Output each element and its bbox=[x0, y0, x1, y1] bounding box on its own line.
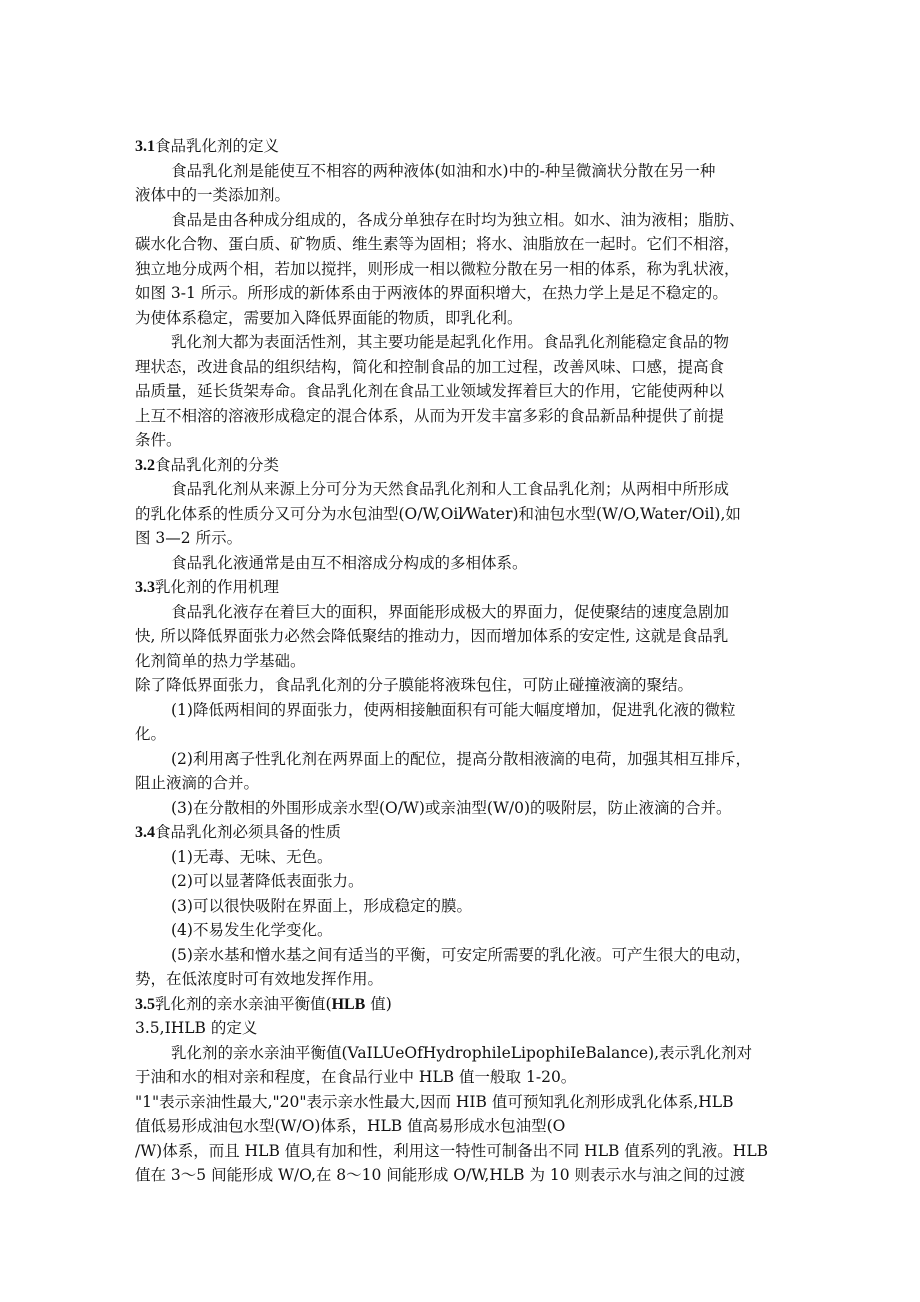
paragraph-line: 理状态，改进食品的组织结构，简化和控制食品的加工过程，改善风味、口感，提高食 bbox=[135, 357, 725, 376]
paragraph-line: 上互不相溶的溶液形成稳定的混合体系，从而为开发丰富多彩的食品新品种提供了前提 bbox=[135, 406, 725, 425]
paragraph-line: 除了降低界面张力，食品乳化剂的分子膜能将液珠包住，可防止碰撞液滴的聚结。 bbox=[135, 676, 694, 694]
list-item: (4)不易发生化学变化。 bbox=[171, 921, 333, 939]
paragraph-line: 食品乳化剂是能使互不相容的两种液体(如油和水)中的-种呈微滴状分散在另一种 bbox=[171, 161, 716, 180]
list-item-continued: 化。 bbox=[135, 725, 167, 743]
paragraph-line: 条件。 bbox=[135, 431, 182, 449]
paragraph-line: 乳化剂大都为表面活性剂，其主要功能是起乳化作用。食品乳化剂能稳定食品的物 bbox=[171, 333, 730, 351]
paragraph-line: 乳化剂的亲水亲油平衡值(VaILUeOfHydrophileLipophiIeBalance),表示乳化剂对 bbox=[171, 1043, 753, 1062]
paragraph-line: 快, 所以降低界面张力必然会降低聚结的推动力，因而增加体系的安定性, 这就是食品乳 bbox=[135, 627, 729, 645]
paragraph-line: 食品乳化剂从来源上分可分为天然食品乳化剂和人工食品乳化剂；从两相中所形成 bbox=[171, 480, 730, 498]
section-heading-3-4: 3.4食品乳化剂必须具备的性质 bbox=[135, 823, 342, 841]
paragraph-line: 食品乳化液存在着巨大的面积，界面能形成极大的界面力，促使聚结的速度急剧加 bbox=[171, 602, 730, 621]
paragraph-line: 如图 3-1 所示。所形成的新体系由于两液体的界面积增大，在热力学上是足不稳定的。 bbox=[135, 284, 728, 302]
list-item-continued: 势，在低浓度时可有效地发挥作用。 bbox=[135, 970, 384, 988]
paragraph-line: 的乳化体系的性质分又可分为水包油型(O/W,Oil⁄Water)和油包水型(W/O,Water/Oil),如 bbox=[135, 504, 741, 523]
paragraph-line: 为使体系稳定，需要加入降低界面能的物质，即乳化利。 bbox=[135, 308, 523, 327]
paragraph-line: 液体中的一类添加剂。 bbox=[135, 186, 291, 204]
section-heading-3-1: 3.1食品乳化剂的定义 bbox=[135, 137, 280, 155]
list-item: (2)可以显著降低表面张力。 bbox=[171, 872, 364, 890]
section-heading-3-3: 3.3乳化剂的作用机理 bbox=[135, 578, 280, 596]
paragraph-line: 碳水化合物、蛋白质、矿物质、维生素等为固相；将水、油脂放在一起时。它们不相溶， bbox=[135, 235, 740, 253]
list-item: (1)降低两相间的界面张力，使两相接触面积有可能大幅度增加，促进乳化液的微粒 bbox=[171, 700, 736, 719]
section-heading-3-2: 3.2食品乳化剂的分类 bbox=[135, 455, 280, 474]
paragraph-line: 品质量，延长货架寿命。食品乳化剂在食品工业领域发挥着巨大的作用，它能使两种以 bbox=[135, 382, 725, 400]
list-item: (1)无毒、无味、无色。 bbox=[171, 847, 333, 866]
section-heading-3-5: 3.5乳化剂的亲水亲油平衡值(HLB 值) bbox=[135, 994, 392, 1013]
subsection-heading: 3.5,IHLB 的定义 bbox=[135, 1019, 258, 1037]
paragraph-line: 图 3—2 所示。 bbox=[135, 529, 243, 547]
list-item: (2)利用离子性乳化剂在两界面上的配位，提高分散相液滴的电荷，加强其相互排斥， bbox=[171, 749, 751, 768]
paragraph-line: 食品乳化液通常是由互不相溶成分构成的多相体系。 bbox=[171, 553, 528, 572]
paragraph-line: 食品是由各种成分组成的，各成分单独存在时均为独立相。如水、油为液相；脂肪、 bbox=[171, 210, 745, 229]
document-body bbox=[135, 134, 790, 1188]
paragraph-line: 值在 3～5 间能形成 W/O,在 8～10 间能形成 O/W,HLB 为 10 则表示水与油之间的过渡 bbox=[135, 1166, 746, 1184]
paragraph-line: 于油和水的相对亲和程度，在食品行业中 HLB 值一般取 1-20。 bbox=[135, 1068, 577, 1086]
paragraph-line: 独立地分成两个相，若加以搅拌，则形成一相以微粒分散在另一相的体系，称为乳状液， bbox=[135, 259, 740, 278]
paragraph-line: /W)体系，而且 HLB 值具有加和性，利用这一特性可制备出不同 HLB 值系列的乳液。HLB bbox=[135, 1141, 769, 1160]
paragraph-line: 值低易形成油包水型(W/O)体系，HLB 值高易形成水包油型(O bbox=[135, 1117, 566, 1135]
paragraph-line: "1"表示亲油性最大,"20"表示亲水性最大,因而 HIB 值可预知乳化剂形成乳化体系,HLB bbox=[135, 1092, 734, 1111]
list-item: (3)可以很快吸附在界面上，形成稳定的膜。 bbox=[171, 896, 472, 915]
list-item-continued: 阻止液滴的合并。 bbox=[135, 774, 260, 792]
list-item: (5)亲水基和憎水基之间有适当的平衡，可安定所需要的乳化液。可产生很大的电动， bbox=[171, 945, 751, 964]
paragraph-line: 化剂简单的热力学基础。 bbox=[135, 651, 306, 670]
list-item: (3)在分散相的外围形成亲水型(O/W)或亲油型(W/0)的吸附层，防止液滴的合并。 bbox=[171, 798, 732, 817]
